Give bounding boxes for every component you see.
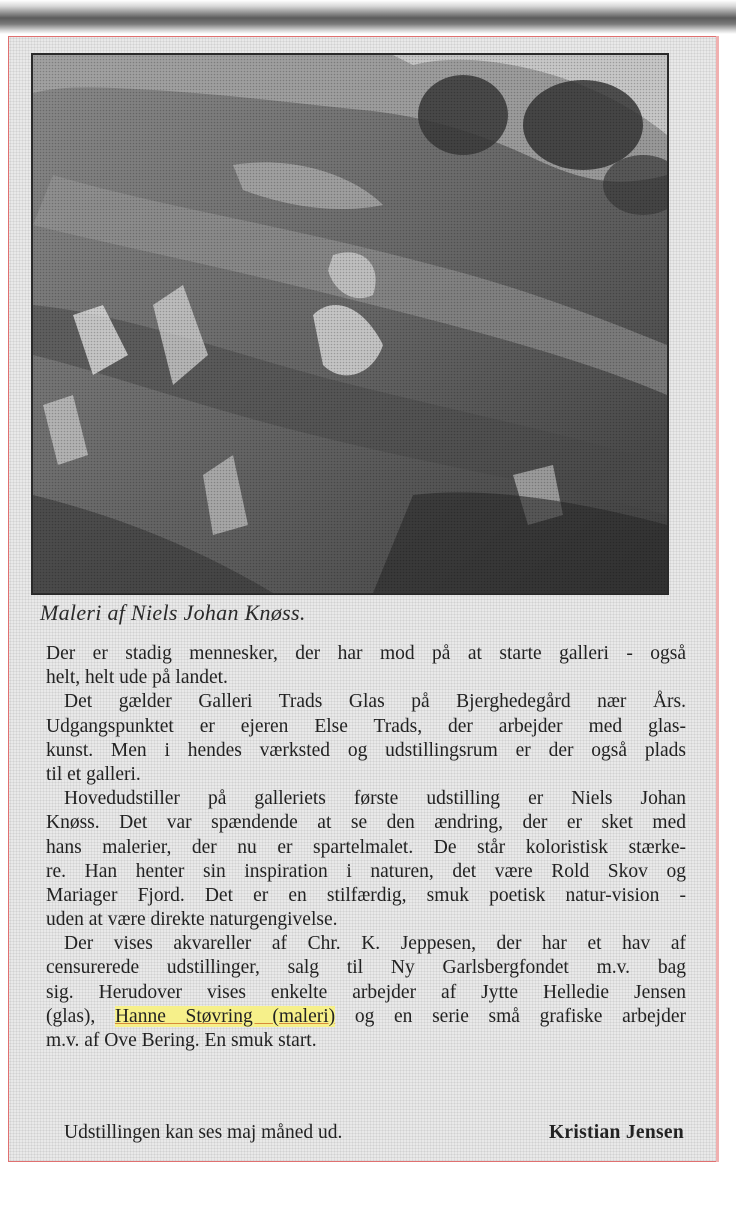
article-line: sig. Herudover vises enkelte arbejder af Jytte Helledie Jensen [46, 981, 686, 1003]
photo-caption: Maleri af Niels Johan Knøss. [40, 600, 306, 625]
article-line: Hovedudstiller på galleriets første udstilling er Niels Johan [64, 788, 686, 810]
article-line: helt, helt ude på landet. [46, 667, 228, 689]
article-line: Det gælder Galleri Trads Glas på Bjerghedegård nær Års. [64, 691, 686, 713]
article-line: censurerede udstillinger, salg til Ny Garlsbergfondet m.v. bag [46, 957, 686, 979]
article-line: re. Han henter sin inspiration i naturen, det være Rold Skov og [46, 860, 686, 882]
highlighted-name: Hanne Støvring (maleri) [114, 1005, 336, 1027]
article-line: uden at være direkte naturgengivelse. [46, 909, 338, 931]
article-line: til et galleri. [46, 763, 141, 785]
article-line-highlighted [46, 1005, 686, 1029]
article-line: Knøss. Det var spændende at se den ændring, der er sket med [46, 812, 686, 834]
closing-text: Udstillingen kan ses maj måned ud. [64, 1122, 343, 1143]
highlight-after: og en serie små grafiske arbejder [335, 1005, 686, 1027]
article-line: m.v. af Ove Bering. En smuk start. [46, 1030, 317, 1051]
article-line: Udgangspunktet er ejeren Else Trads, der arbejder med glas- [46, 715, 686, 737]
article-line: Der er stadig mennesker, der har mod på at starte galleri - også [46, 643, 686, 664]
scan-shadow [0, 0, 736, 34]
article-line: Der vises akvareller af Chr. K. Jeppesen, der har et hav af [64, 933, 686, 955]
author-byline: Kristian Jensen [548, 1122, 684, 1143]
clipping-edge [716, 36, 719, 1162]
painting-image [33, 55, 667, 593]
closing-line [64, 1121, 684, 1145]
highlight-before: (glas), [46, 1005, 115, 1027]
article-line: hans malerier, der nu er spartelmalet. De står koloristisk stærke- [46, 836, 686, 858]
painting-photo [31, 53, 669, 595]
article-body [46, 642, 686, 1053]
article-line: Mariager Fjord. Det er en stilfærdig, smuk poetisk natur-vision - [46, 884, 686, 906]
article-line: kunst. Men i hendes værksted og udstillingsrum er der også plads [46, 739, 686, 761]
